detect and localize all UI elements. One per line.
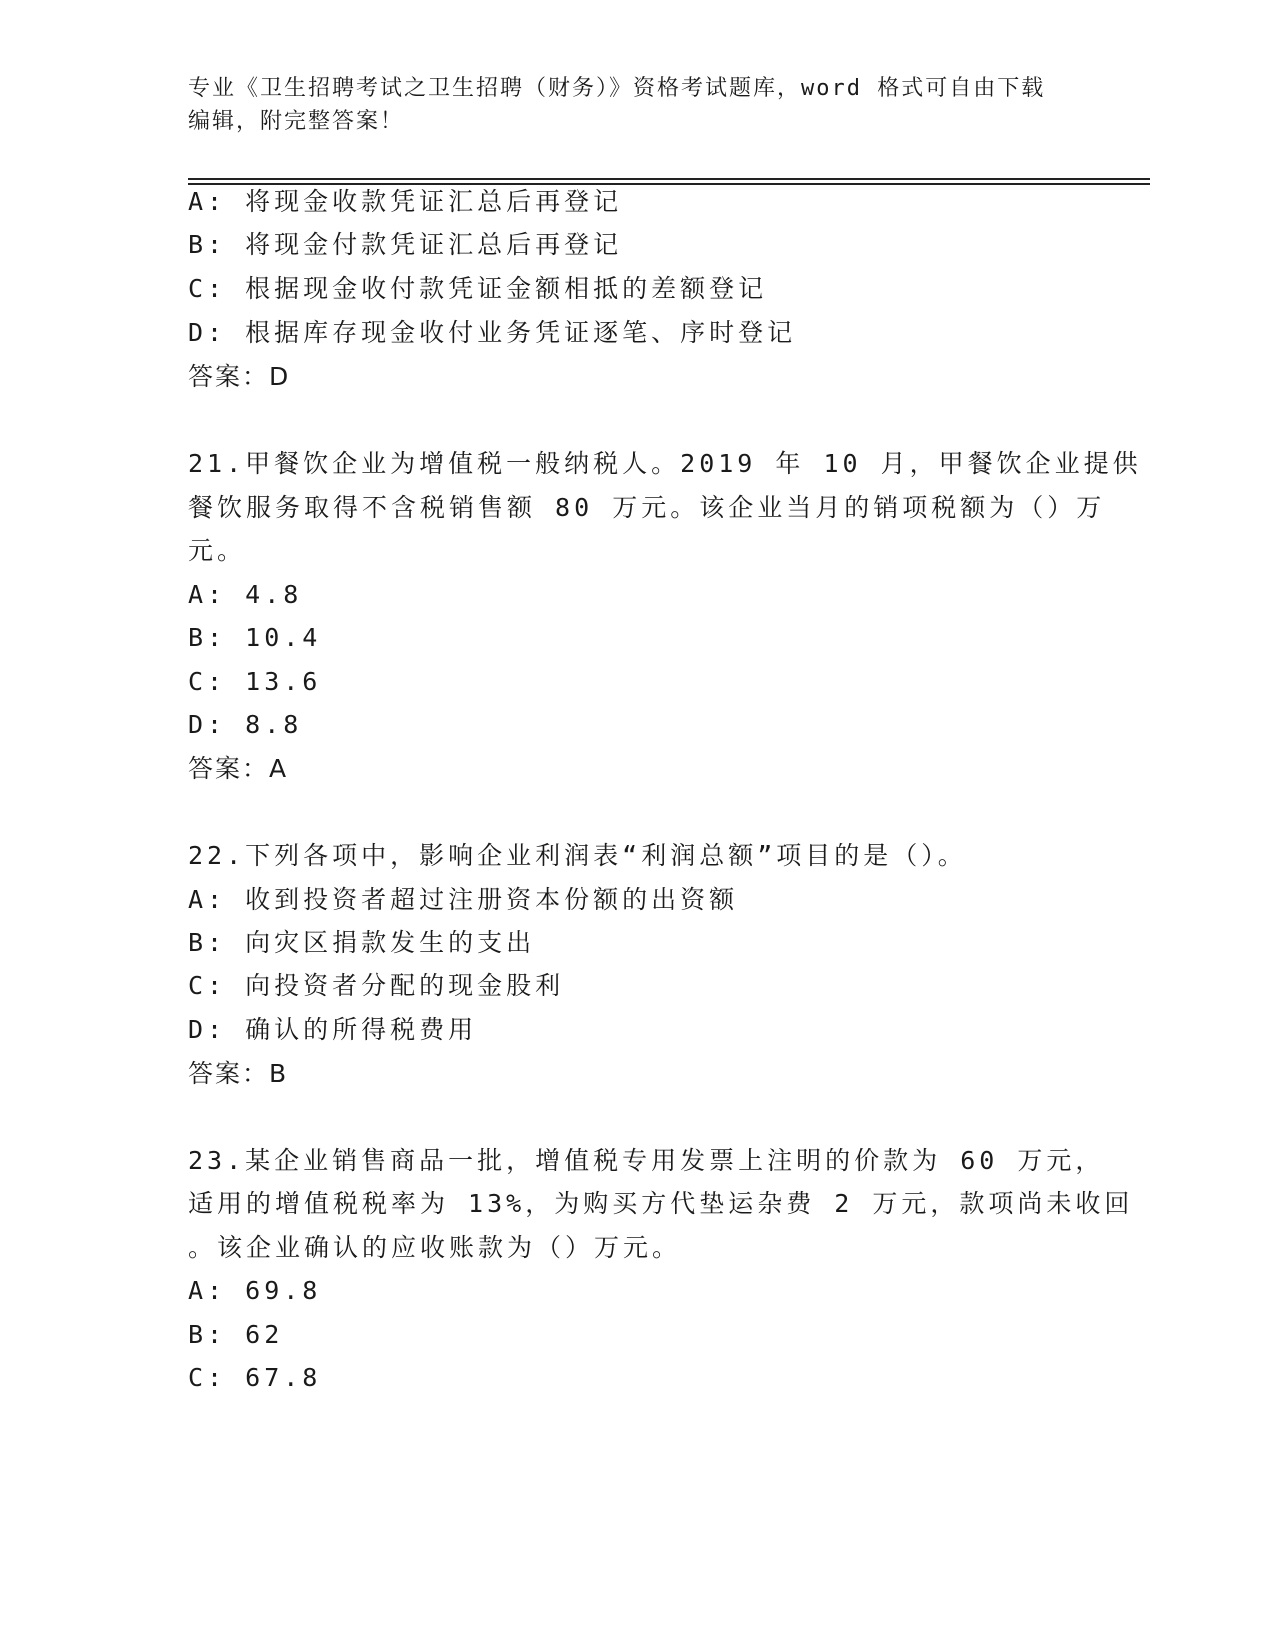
q23-option-a: A: 69.8 — [188, 1276, 322, 1305]
q22-answer: 答案：B — [188, 1059, 289, 1088]
header-line-2: 编辑，附完整答案！ — [188, 109, 405, 134]
document-header — [188, 72, 1088, 138]
q21-stem-line-3: 元。 — [188, 536, 247, 565]
header-divider-top — [188, 178, 1150, 180]
q23-option-b: B: 62 — [188, 1320, 284, 1349]
q21-option-a: A: 4.8 — [188, 580, 303, 609]
q23-stem-line-2: 适用的增值税税率为 13%，为购买方代垫运杂费 2 万元，款项尚未收回 — [188, 1189, 1134, 1218]
q23-stem-line-1: 23.某企业销售商品一批，增值税专用发票上注明的价款为 60 万元， — [188, 1146, 1105, 1175]
q21-option-b: B: 10.4 — [188, 623, 322, 652]
q21-option-c: C: 13.6 — [188, 667, 322, 696]
q23-stem-line-3: 。该企业确认的应收账款为（）万元。 — [188, 1233, 682, 1262]
q23-option-c: C: 67.8 — [188, 1363, 322, 1392]
q20-option-a: A: 将现金收款凭证汇总后再登记 — [188, 187, 623, 216]
q20-answer: 答案：D — [188, 362, 291, 391]
q22-option-a: A: 收到投资者超过注册资本份额的出资额 — [188, 885, 739, 914]
header-line-1: 专业《卫生招聘考试之卫生招聘（财务）》资格考试题库，word 格式可自由下载 — [188, 76, 1046, 101]
q21-stem-line-1: 21.甲餐饮企业为增值税一般纳税人。2019 年 10 月，甲餐饮企业提供 — [188, 449, 1142, 478]
q22-option-c: C: 向投资者分配的现金股利 — [188, 971, 565, 1000]
q22-option-b: B: 向灾区捐款发生的支出 — [188, 928, 536, 957]
q20-option-c: C: 根据现金收付款凭证金额相抵的差额登记 — [188, 274, 768, 303]
q22-option-d: D: 确认的所得税费用 — [188, 1015, 478, 1044]
q21-option-d: D: 8.8 — [188, 710, 303, 739]
q21-stem-line-2: 餐饮服务取得不含税销售额 80 万元。该企业当月的销项税额为（）万 — [188, 493, 1106, 522]
q22-stem-line-1: 22.下列各项中，影响企业利润表“利润总额”项目的是（）。 — [188, 841, 967, 870]
q20-option-b: B: 将现金付款凭证汇总后再登记 — [188, 230, 623, 259]
q20-option-d: D: 根据库存现金收付业务凭证逐笔、序时登记 — [188, 318, 797, 347]
q21-answer: 答案：A — [188, 754, 289, 783]
